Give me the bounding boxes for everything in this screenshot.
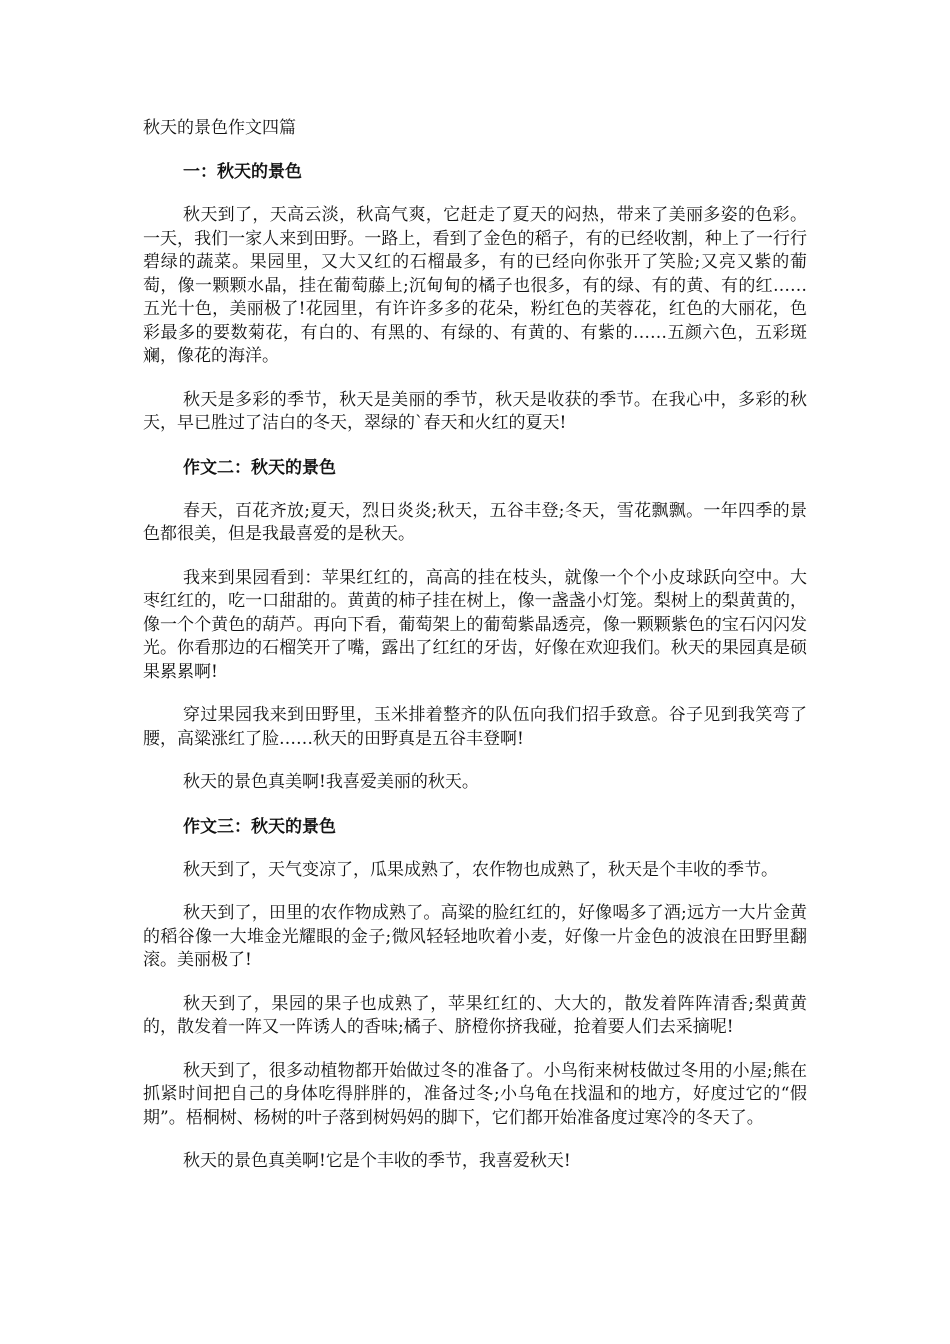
paragraph: 秋天到了，天高云淡，秋高气爽，它赶走了夏天的闷热，带来了美丽多姿的色彩。一天，我们一家人来到田野。一路上，看到了金色的稻子，有的已经收割，种上了一行行碧绿的蔬菜。果园里，又大又红的石榴最多，有的已经向你张开了笑脸;又亮又紫的葡萄，像一颗颗水晶，挂在葡萄藤上;沉甸甸的橘子也很多，有的绿、有的黄、有的红……五光十色，美丽极了!花园里，有许许多多的花朵，粉红色的芙蓉花，红色的大丽花，色彩最多的要数菊花，有白的、有黑的、有绿的、有黄的、有紫的……五颜六色，五彩斑斓，像花的海洋。	[143, 205, 807, 366]
paragraph: 我来到果园看到：苹果红红的，高高的挂在枝头，就像一个个小皮球跃向空中。大枣红红的，吃一口甜甜的。黄黄的柿子挂在树上，像一盏盏小灯笼。梨树上的梨黄黄的，像一个个黄色的葫芦。再向下看，葡萄架上的葡萄紫晶透亮，像一颗颗紫色的宝石闪闪发光。你看那边的石榴笑开了嘴，露出了红红的牙齿，好像在欢迎我们。秋天的果园真是硕果累累啊!	[143, 567, 807, 682]
paragraph: 穿过果园我来到田野里，玉米排着整齐的队伍向我们招手致意。谷子见到我笑弯了腰，高粱涨红了脸……秋天的田野真是五谷丰登啊!	[143, 705, 807, 749]
paragraph: 秋天到了，天气变凉了，瓜果成熟了，农作物也成熟了，秋天是个丰收的季节。	[183, 859, 778, 880]
paragraph: 秋天的景色真美啊!它是个丰收的季节，我喜爱秋天!	[183, 1151, 571, 1171]
section-heading: 一：秋天的景色	[183, 162, 302, 182]
document-title: 秋天的景色作文四篇	[143, 118, 296, 138]
document-content	[143, 116, 807, 1194]
section-heading: 作文二：秋天的景色	[183, 457, 336, 478]
paragraph: 秋天到了，果园的果子也成熟了，苹果红红的、大大的，散发着阵阵清香;梨黄黄的，散发着一阵又一阵诱人的香味;橘子、脐橙你挤我碰，抢着要人们去采摘呢!	[143, 993, 807, 1037]
section-heading: 作文三：秋天的景色	[183, 816, 336, 837]
paragraph: 秋天到了，很多动植物都开始做过冬的准备了。小鸟衔来树枝做过冬用的小屋;熊在抓紧时间把自己的身体吃得胖胖的，准备过冬;小乌龟在找温和的地方，好度过它的“假期”。梧桐树、杨树的叶子落到树妈妈的脚下，它们都开始准备度过寒冷的冬天了。	[143, 1060, 807, 1128]
paragraph: 秋天是多彩的季节，秋天是美丽的季节，秋天是收获的季节。在我心中，多彩的秋天，早已胜过了洁白的冬天，翠绿的`春天和火红的夏天!	[143, 389, 807, 433]
paragraph: 秋天的景色真美啊!我喜爱美丽的秋天。	[183, 772, 479, 792]
paragraph: 秋天到了，田里的农作物成熟了。高粱的脸红红的，好像喝多了酒;远方一大片金黄的稻谷像一大堆金光耀眼的金子;微风轻轻地吹着小麦，好像一片金色的波浪在田野里翻滚。美丽极了!	[143, 903, 807, 970]
paragraph: 春天，百花齐放;夏天，烈日炎炎;秋天，五谷丰登;冬天，雪花飘飘。一年四季的景色都很美，但是我最喜爱的是秋天。	[143, 500, 807, 544]
